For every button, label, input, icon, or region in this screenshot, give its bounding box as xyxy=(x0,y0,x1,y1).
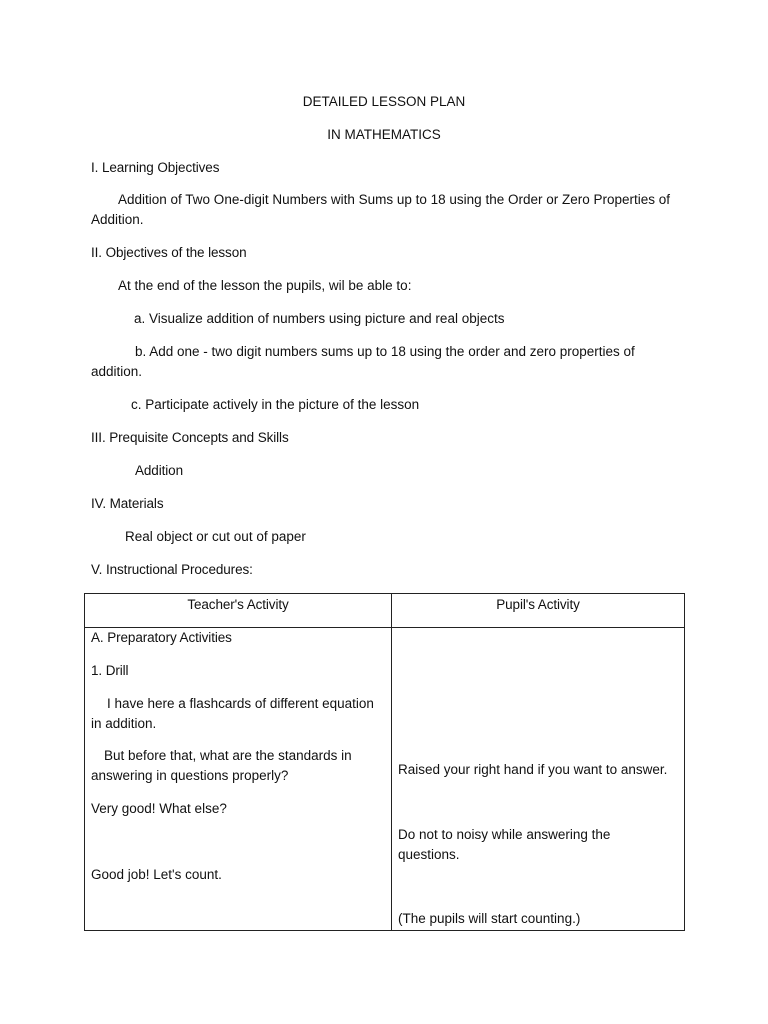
not-noisy-answer: Do not to noisy while answering the questions. xyxy=(398,827,611,862)
pupil-activity-header xyxy=(392,594,685,628)
document-subtitle: IN MATHEMATICS xyxy=(327,127,441,142)
section-heading-procedures: V. Instructional Procedures: xyxy=(91,562,253,577)
lesson-objectives-intro: At the end of the lesson the pupils, wil be able to: xyxy=(118,278,412,293)
good-job-text: Good job! Let's count. xyxy=(91,867,222,882)
learning-objectives-text: Addition of Two One-digit Numbers with Sums up to 18 using the Order or Zero Properties of Addition. xyxy=(91,192,671,227)
pupil-activity-cell xyxy=(392,628,685,931)
drill-label: 1. Drill xyxy=(91,663,129,678)
document-title: DETAILED LESSON PLAN xyxy=(302,94,466,109)
objective-c: c. Participate actively in the picture of the lesson xyxy=(131,397,420,412)
table-header-row xyxy=(85,594,685,628)
teacher-activity-cell xyxy=(85,628,392,931)
section-heading-lesson-objectives: II. Objectives of the lesson xyxy=(91,245,247,260)
counting-answer: (The pupils will start counting.) xyxy=(398,911,581,926)
flashcards-text: I have here a flashcards of different equation in addition. xyxy=(91,696,374,731)
teacher-activity-header-label: Teacher's Activity xyxy=(187,597,289,612)
section-heading-materials: IV. Materials xyxy=(91,496,164,511)
procedures-table xyxy=(84,593,685,931)
pupil-activity-header-label: Pupil's Activity xyxy=(496,597,580,612)
raise-hand-answer: Raised your right hand if you want to answer. xyxy=(398,762,668,777)
teacher-activity-header xyxy=(85,594,392,628)
standards-question: But before that, what are the standards in answering in questions properly? xyxy=(91,748,352,783)
section-heading-learning-objectives: I. Learning Objectives xyxy=(91,160,220,175)
objective-b: b. Add one - two digit numbers sums up to 18 using the order and zero properties of addition. xyxy=(91,344,635,379)
objective-a: a. Visualize addition of numbers using picture and real objects xyxy=(134,311,505,326)
prerequisite-text: Addition xyxy=(135,463,183,478)
section-heading-prerequisite: III. Prequisite Concepts and Skills xyxy=(91,430,289,445)
materials-text: Real object or cut out of paper xyxy=(125,529,306,544)
preparatory-activities-label: A. Preparatory Activities xyxy=(91,630,232,645)
table-row xyxy=(85,628,685,931)
very-good-text: Very good! What else? xyxy=(91,801,227,816)
